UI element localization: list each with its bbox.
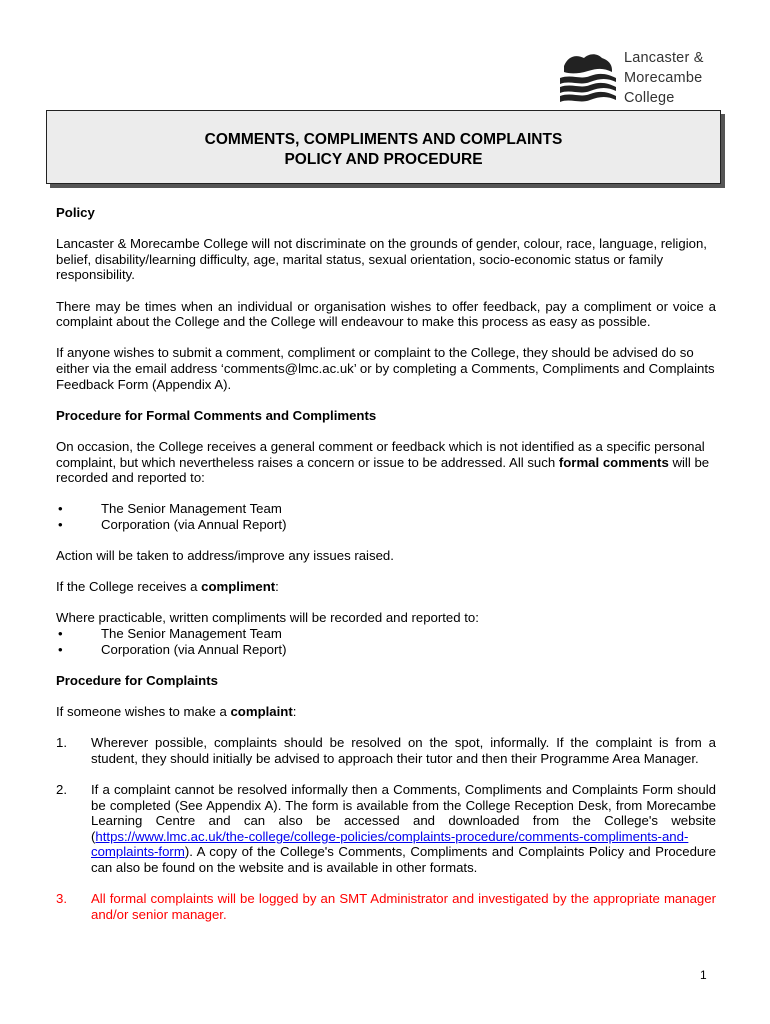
list-item-text: Corporation (via Annual Report) — [101, 641, 287, 657]
step-text: Wherever possible, complaints should be resolved on the spot, informally. If the complaint is from a student, they should initially be advised to approach their tutor and then their Programme Area Manager. — [91, 735, 716, 766]
step-text: If a complaint cannot be resolved informally then a Comments, Compliments and Complaints Form should be completed (See Appendix A). The form is available from the College Reception Desk, from Morecambe Learning Centre and can also be accessed and downloaded from the College's website ( — [91, 781, 716, 844]
logo-line-2: Morecambe — [624, 70, 703, 86]
formal-comments-text-end: will be recorded and reported to: — [56, 454, 710, 486]
complaints-intro-text: If someone wishes to make a — [56, 704, 231, 719]
document-body — [56, 205, 716, 938]
complaints-intro-bold: complaint — [230, 704, 293, 719]
step-text-end: ). A copy of the College's Comments, Compliments and Complaints Policy and Procedure can also be found on the website and is available in other formats. — [91, 844, 716, 875]
step-number: 3. — [56, 891, 67, 907]
complaint-step-3 — [56, 891, 716, 922]
compliment-colon: : — [275, 579, 279, 595]
step-number: 1. — [56, 735, 67, 751]
college-logo — [558, 48, 728, 110]
policy-paragraph-1: Lancaster & Morecambe College will not discriminate on the grounds of gender, colour, race, language, religion, belief, disability/learning difficulty, age, marital status, sexual orientation, socio-economic status or family responsibility. — [56, 236, 707, 283]
complaints-intro-colon: : — [292, 704, 297, 719]
step-text: All formal complaints will be logged by an SMT Administrator and investigated by the appropriate manager and/or senior manager. — [91, 891, 716, 922]
page-number: 1 — [700, 968, 707, 982]
list-item-text: The Senior Management Team — [101, 501, 282, 517]
logo-line-3: College — [624, 90, 675, 106]
policy-heading: Policy — [56, 205, 95, 220]
policy-paragraph-2: There may be times when an individual or organisation wishes to offer feedback, pay a compliment or voice a complaint about the College and the College will endeavour to make this process as easy as possible. — [56, 298, 716, 330]
list-item-text: Corporation (via Annual Report) — [101, 516, 287, 532]
bullet-icon: • — [58, 501, 63, 517]
list-item — [56, 626, 716, 642]
list-item — [56, 642, 716, 658]
complaints-form-link[interactable]: https://www.lmc.ac.uk/the-college/college-policies/complaints-procedure/comments-compliments-and-complaints-form — [91, 828, 689, 860]
list-item — [56, 517, 716, 533]
action-paragraph: Action will be taken to address/improve any issues raised. — [56, 548, 394, 564]
college-logo-text — [624, 48, 704, 108]
document-title-box — [46, 110, 721, 184]
list-item — [56, 501, 716, 517]
bullet-icon: • — [58, 516, 63, 532]
bullet-icon: • — [58, 626, 63, 642]
formal-comments-paragraph — [56, 439, 716, 486]
complaints-intro — [56, 704, 716, 720]
list-item-text: The Senior Management Team — [101, 626, 282, 642]
document-title-line-1: COMMENTS, COMPLIMENTS AND COMPLAINTS — [204, 131, 563, 148]
formal-comments-bold: formal comments — [558, 454, 669, 470]
formal-comments-heading: Procedure for Formal Comments and Compliments — [56, 407, 377, 423]
complaint-step-1 — [56, 735, 716, 766]
policy-paragraph-3: If anyone wishes to submit a comment, compliment or complaint to the College, they should be advised do so either via the email address ‘comments@lmc.ac.uk’ or by completing a Comments, Compliments and Complaints Feedback Form (Appendix A). — [56, 345, 715, 392]
written-compliments-bullet-list — [56, 626, 716, 657]
logo-line-1: Lancaster & — [624, 50, 704, 66]
formal-comments-text: On occasion, the College receives a general comment or feedback which is not identified as a specific personal complaint, but which nevertheless raises a concern or issue to be addressed. All such — [56, 438, 705, 470]
college-logo-icon — [558, 52, 618, 108]
step-number: 2. — [56, 781, 67, 797]
compliment-paragraph — [56, 579, 716, 595]
complaint-step-2 — [56, 782, 716, 876]
complaints-heading: Procedure for Complaints — [56, 672, 218, 688]
compliment-text: If the College receives a — [56, 579, 202, 595]
bullet-icon: • — [58, 641, 63, 657]
compliment-bold: compliment — [201, 579, 276, 595]
formal-comments-bullet-list — [56, 501, 716, 532]
document-title-line-2: POLICY AND PROCEDURE — [284, 151, 483, 168]
written-compliments-paragraph: Where practicable, written compliments will be recorded and reported to: — [56, 610, 479, 626]
